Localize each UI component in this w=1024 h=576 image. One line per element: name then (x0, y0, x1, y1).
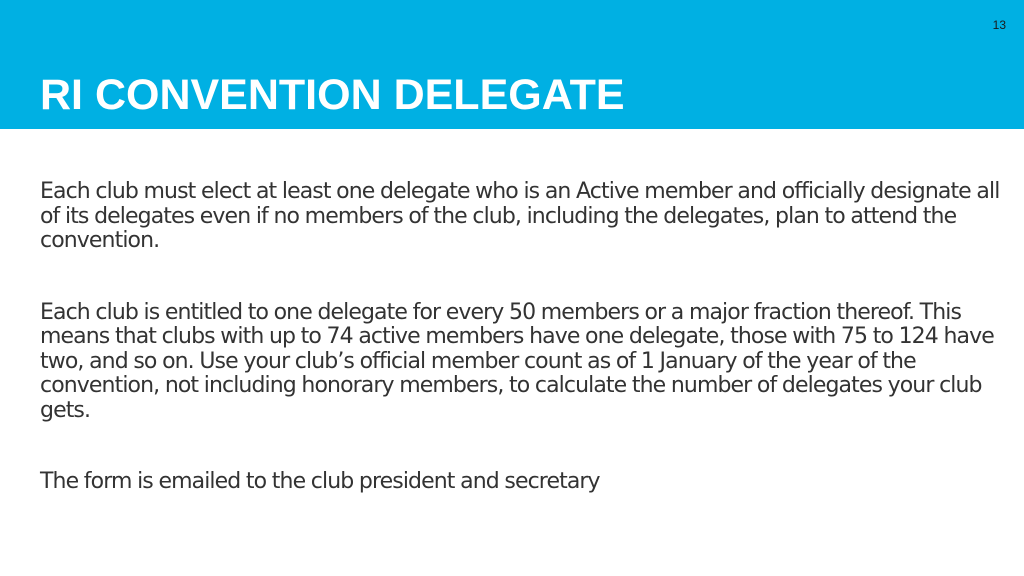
body-paragraph-form-email: The form is emailed to the club president and secretary (40, 469, 600, 494)
body-paragraph-delegate-election: Each club must elect at least one delegate who is an Active member and officially designate all of its delegates even if no members of the club, including the delegates, plan to attend the convention. (40, 179, 1000, 253)
body-paragraph-delegate-count: Each club is entitled to one delegate for every 50 members or a major fraction thereof. This means that clubs with up to 74 active members have one delegate, those with 75 to 124 have two, and so on. Use your club’s official member count as of 1 January of the year of the convention, not including honorary members, to calculate the number of delegates your club gets. (40, 299, 994, 423)
slide-number: 13 (992, 18, 1006, 32)
slide-body (40, 180, 1000, 495)
slide-header (0, 0, 1024, 129)
slide-title: RI CONVENTION DELEGATE (40, 71, 625, 119)
